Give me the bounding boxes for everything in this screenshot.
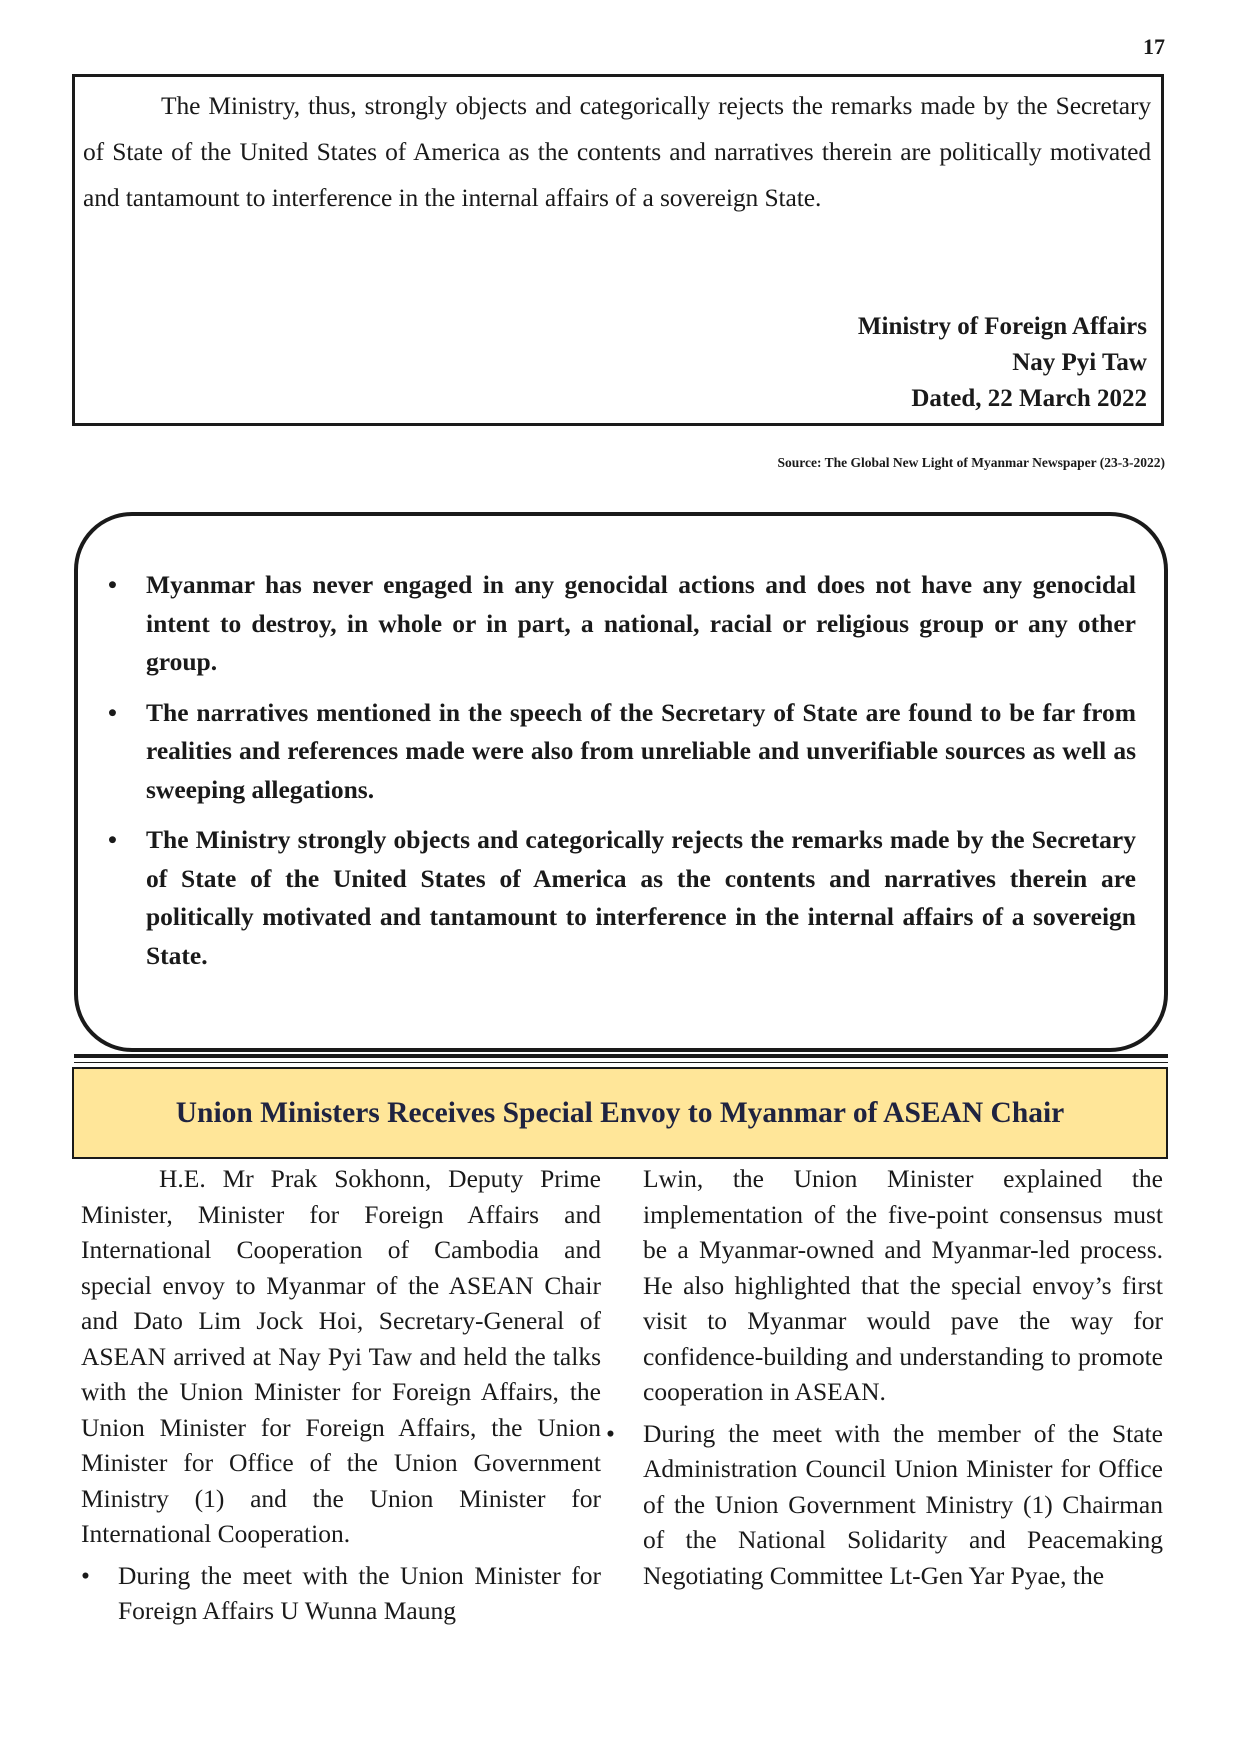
signature-place: Nay Pyi Taw [1012,349,1147,376]
key-point [108,566,1136,682]
article-bullet [81,1558,601,1629]
key-point [108,821,1136,975]
bullet-icon: • [108,825,117,854]
article-bullet-continuation: Lwin, the Union Minister explained the implementation of the five-point consensus must be a Myanmar-owned and Myanmar-led process. He also highlighted that the special envoy’s first visit to Myanmar would pave the way for confidence-building and understanding to promote cooperation in ASEAN. [643,1164,1163,1406]
page-number: 17 [1143,34,1165,59]
signature-ministry: Ministry of Foreign Affairs [857,313,1147,340]
signature-date: Dated, 22 March 2022 [911,385,1147,412]
article-headline: Union Ministers Receives Special Envoy to Myanmar of ASEAN Chair [175,1096,1065,1129]
section-divider [74,1054,1168,1063]
article-column-left [81,1161,601,1629]
article-bullet [606,1416,1163,1594]
article-bullet-text: During the meet with the Union Minister for Foreign Affairs U Wunna Maung [118,1560,601,1625]
bullet-icon: • [108,697,117,727]
key-point-text: The Ministry strongly objects and categorically rejects the remarks made by the Secretary of State of the United States of America as the contents and narratives therein are politically motivated and tantamount to interference in the internal affairs of a sovereign State. [146,825,1136,970]
key-points-list [108,566,1136,975]
article-bullet-text: During the meet with the member of the State Administration Council Union Minister for Office of the Union Government Ministry (1) Chairman of the National Solidarity and Peacemaking Negotiating Committee Lt-Gen Yar Pyae, the [643,1418,1163,1590]
key-points-box [74,512,1168,1052]
key-point-text: The narratives mentioned in the speech of the Secretary of State are found to be far from realities and references made were also from unreliable and unverifiable sources as well as sweeping allegations. [146,697,1136,804]
bullet-icon: • [108,570,117,599]
bullet-icon: • [81,1560,90,1590]
key-point-text: Myanmar has never engaged in any genocidal actions and does not have any genocidal intent to destroy, in whole or in part, a national, racial or religious group or any other group. [146,570,1136,676]
key-point [108,694,1136,810]
statement-box [72,74,1164,426]
article-intro-paragraph: H.E. Mr Prak Sokhonn, Deputy Prime Minister, Minister for Foreign Affairs and International Cooperation of Cambodia and special envoy to Myanmar of the ASEAN Chair and Dato Lim Jock Hoi, Secretary-General of ASEAN arrived at Nay Pyi Taw and held the talks with the Union Minister for Foreign Affairs, the Union Minister for Foreign Affairs, the Union Minister for Office of the Union Government Ministry (1) and the Union Minister for International Cooperation. [81,1164,601,1548]
signature-block [858,309,1147,417]
article-column-right [606,1161,1163,1593]
source-citation: Source: The Global New Light of Myanmar Newspaper (23-3-2022) [777,455,1165,470]
statement-paragraph: The Ministry, thus, strongly objects and categorically rejects the remarks made by the Secretary of State of the United States of America as the contents and narratives therein are politically motivated and tantamount to interference in the internal affairs of a sovereign State. [83,91,1151,212]
bullet-icon: • [606,1418,615,1448]
article-headline-banner [72,1067,1168,1159]
